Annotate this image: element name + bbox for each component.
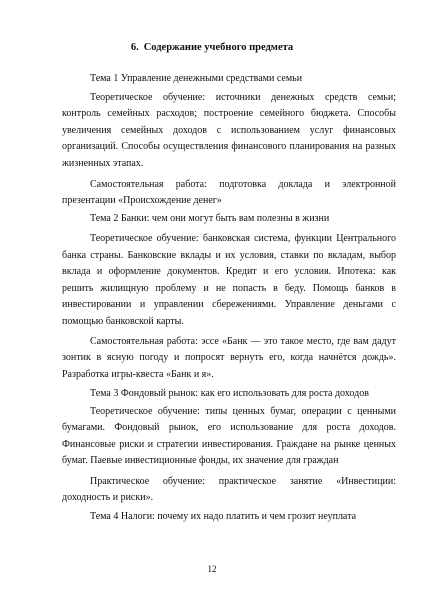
topic-4-heading: Тема 4 Налоги: почему их надо платить и чем грозит неуплата bbox=[90, 511, 357, 522]
page-number: 12 bbox=[207, 564, 217, 574]
topic-3-practice-line: Практическое обучение: практическое занятие «Инвестиции: bbox=[90, 476, 396, 487]
topic-1-independent-line: презентации «Происхождение денег» bbox=[62, 195, 222, 206]
topic-1-theory-line: контроль семейных расходов; построение семейного бюджета. Способы bbox=[62, 108, 396, 119]
topic-2-theory-line: помощью банковской карты. bbox=[62, 316, 184, 327]
topic-2-independent-line: Самостоятельная работа: эссе «Банк — это такое место, где вам дадут bbox=[90, 336, 396, 347]
topic-3-theory-line: Финансовые риски и стратегии инвестирования. Граждане на рынке ценных bbox=[62, 439, 396, 450]
topic-1-theory-line: организаций. Способы осуществления финансового планирования на разных bbox=[62, 141, 396, 152]
topic-2-theory-line: инвестировании и управлении сбережениями. Управление деньгами с bbox=[62, 299, 396, 310]
topic-3-theory-line: бумагами. Фондовый рынок, его использование для роста доходов. bbox=[62, 422, 396, 433]
topic-2-theory-line: Теоретическое обучение: банковская система, функции Центрального bbox=[90, 233, 396, 244]
topic-1-independent-line: Самостоятельная работа: подготовка доклада и электронной bbox=[90, 179, 396, 190]
topic-1-theory-line: Теоретическое обучение: источники денежных средств семьи; bbox=[90, 92, 396, 103]
section-title-text: Содержание учебного предмета bbox=[143, 42, 294, 53]
section-title bbox=[0, 42, 424, 53]
topic-3-theory-line: Теоретическое обучение: типы ценных бумаг, операции с ценными bbox=[90, 406, 396, 417]
topic-3-theory-line: бумаг. Паевые инвестиционные фонды, их значение для граждан bbox=[62, 455, 339, 466]
topic-1-theory-line: жизненных этапах. bbox=[62, 158, 144, 169]
topic-3-practice-line: доходность и риски». bbox=[62, 492, 154, 503]
topic-2-theory-line: решить жилищную проблему и не попасть в беду. Помощь банков в bbox=[62, 283, 396, 294]
topic-1-heading: Тема 1 Управление денежными средствами семьи bbox=[90, 73, 303, 84]
topic-2-theory-line: банка страны. Банковские вклады и их условия, ставки по вкладам, выбор bbox=[62, 250, 396, 261]
section-number: 6. bbox=[130, 42, 139, 53]
topic-2-independent-line: зонтик в ясную погоду и попросят вернуть его, когда начнётся дождь». bbox=[62, 352, 396, 363]
topic-2-theory-line: вклада и оформление документов. Кредит и его условия. Ипотека: как bbox=[62, 266, 396, 277]
topic-2-heading: Тема 2 Банки: чем они могут быть вам полезны в жизни bbox=[90, 213, 330, 224]
topic-3-heading: Тема 3 Фондовый рынок: как его использовать для роста доходов bbox=[90, 388, 369, 399]
topic-2-independent-line: Разработка игры-квеста «Банк и я». bbox=[62, 369, 214, 380]
topic-1-theory-line: увеличения семейных доходов с использованием услуг финансовых bbox=[62, 125, 396, 136]
